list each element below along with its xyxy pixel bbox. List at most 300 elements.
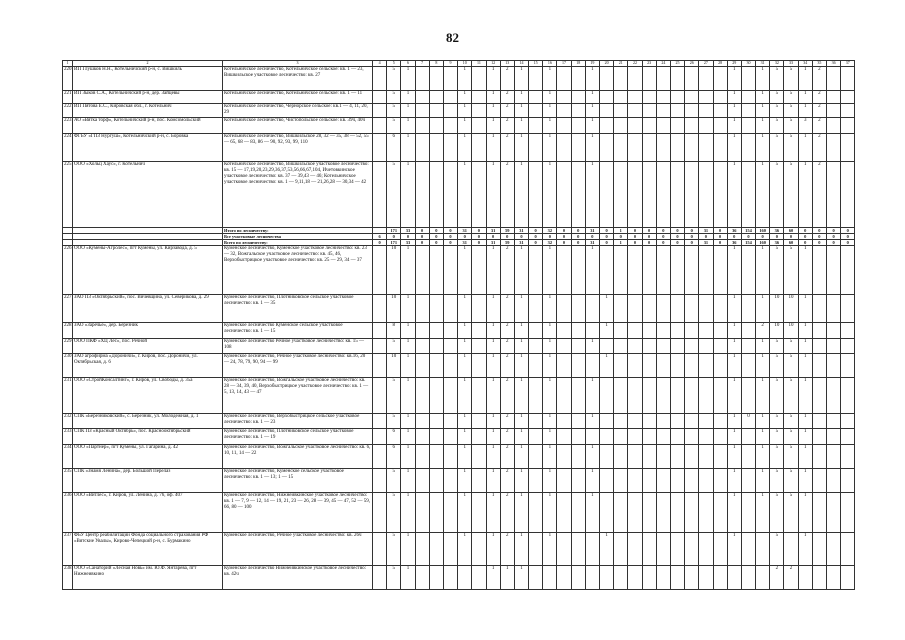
table-row xyxy=(63,493,855,533)
totals-value-cell: 0 xyxy=(827,234,841,240)
organization-cell: СПК ПЗ «Красный Октябрь», пос. Краснооктябрьский xyxy=(73,429,223,444)
totals-value-cell: 154 xyxy=(741,240,755,246)
totals-value-cell: 0 xyxy=(741,234,755,240)
column-header-cell: 2 xyxy=(73,61,223,67)
organization-cell: ИП Пятова Е.С., Кировская обл., г. Котельнич xyxy=(73,103,223,117)
value-cell xyxy=(628,354,642,378)
value-cell xyxy=(373,565,387,589)
value-cell xyxy=(472,532,486,565)
column-header-cell: 3 xyxy=(223,61,373,67)
value-cell: 2 xyxy=(500,338,514,353)
row-number-cell: 221 xyxy=(63,90,73,103)
value-cell: 1 xyxy=(756,294,770,323)
value-cell: 2 xyxy=(500,246,514,294)
value-cell: 1 xyxy=(458,532,472,565)
page-number: 82 xyxy=(446,30,459,45)
value-cell xyxy=(429,413,443,428)
value-cell xyxy=(699,103,713,117)
value-cell: 1 xyxy=(600,532,614,565)
value-cell xyxy=(429,444,443,468)
totals-value-cell: 0 xyxy=(798,234,812,240)
value-cell xyxy=(812,532,826,565)
value-cell xyxy=(741,468,755,492)
value-cell xyxy=(670,323,684,338)
totals-value-cell: 0 xyxy=(557,234,571,240)
value-cell: 1 xyxy=(486,90,500,103)
table-row xyxy=(63,294,855,323)
value-cell: 2 xyxy=(500,354,514,378)
value-cell xyxy=(670,565,684,589)
value-cell xyxy=(685,565,699,589)
totals-value-cell: 0 xyxy=(415,240,429,246)
value-cell: 2 xyxy=(812,162,826,228)
value-cell xyxy=(628,493,642,533)
value-cell xyxy=(415,378,429,413)
value-cell xyxy=(812,378,826,413)
totals-value-cell: 0 xyxy=(713,228,727,234)
value-cell xyxy=(557,162,571,228)
totals-value-cell: 0 xyxy=(387,234,401,240)
value-cell xyxy=(443,103,457,117)
value-cell xyxy=(713,323,727,338)
location-cell: Кумёнское лесничество, Плотниковское сельское участковое лесничество: кв. 1 — 19 xyxy=(223,429,373,444)
value-cell xyxy=(685,246,699,294)
value-cell: 10 xyxy=(784,294,798,323)
totals-value-cell: 1 xyxy=(614,228,628,234)
value-cell: 2 xyxy=(500,294,514,323)
value-cell: 1 xyxy=(458,413,472,428)
value-cell xyxy=(841,354,855,378)
value-cell xyxy=(585,323,599,338)
value-cell xyxy=(827,118,841,133)
organization-cell: ООО «Санаторий «Лесная Новь» им. Ю.Ф. Янтарева, пгт Нижнеивкино xyxy=(73,565,223,589)
totals-value-cell: 0 xyxy=(727,234,741,240)
value-cell: 5 xyxy=(770,66,784,90)
value-cell xyxy=(841,532,855,565)
value-cell xyxy=(373,246,387,294)
value-cell: 5 xyxy=(784,162,798,228)
value-cell xyxy=(415,468,429,492)
value-cell xyxy=(741,338,755,353)
value-cell: 1 xyxy=(458,66,472,90)
value-cell: 1 xyxy=(798,444,812,468)
value-cell: 1 xyxy=(756,444,770,468)
value-cell xyxy=(429,103,443,117)
column-header-cell: 24 xyxy=(656,61,670,67)
value-cell xyxy=(415,444,429,468)
value-cell: 1 xyxy=(600,323,614,338)
value-cell xyxy=(557,323,571,338)
value-cell xyxy=(656,90,670,103)
value-cell xyxy=(472,468,486,492)
totals-value-cell: 0 xyxy=(713,234,727,240)
value-cell xyxy=(472,246,486,294)
totals-value-cell: 0 xyxy=(415,234,429,240)
value-cell: 8 xyxy=(387,323,401,338)
value-cell xyxy=(841,493,855,533)
value-cell: 1 xyxy=(798,162,812,228)
value-cell xyxy=(812,468,826,492)
value-cell: 5 xyxy=(770,162,784,228)
totals-value-cell: 0 xyxy=(628,234,642,240)
value-cell: 1 xyxy=(600,294,614,323)
value-cell xyxy=(571,565,585,589)
value-cell: 1 xyxy=(543,493,557,533)
totals-value-cell: 0 xyxy=(472,228,486,234)
totals-value-cell: 160 xyxy=(756,228,770,234)
value-cell xyxy=(670,90,684,103)
value-cell xyxy=(699,90,713,103)
value-cell xyxy=(600,378,614,413)
value-cell xyxy=(614,66,628,90)
value-cell xyxy=(699,338,713,353)
totals-value-cell: 0 xyxy=(500,234,514,240)
value-cell xyxy=(373,66,387,90)
value-cell: 1 xyxy=(727,133,741,162)
value-cell xyxy=(571,133,585,162)
column-header-cell: 32 xyxy=(770,61,784,67)
value-cell: 1 xyxy=(798,413,812,428)
totals-value-cell: 0 xyxy=(812,234,826,240)
value-cell xyxy=(571,338,585,353)
value-cell xyxy=(628,103,642,117)
value-cell xyxy=(827,323,841,338)
row-number-cell: 228 xyxy=(63,323,73,338)
value-cell: 5 xyxy=(387,378,401,413)
value-cell: 10 xyxy=(784,323,798,338)
location-cell: Кумёнское лесничество Кумёнское сельское участковое лесничество: кв. 1 — 15 xyxy=(223,323,373,338)
value-cell xyxy=(741,532,755,565)
value-cell xyxy=(699,413,713,428)
value-cell: 5 xyxy=(784,468,798,492)
value-cell: 1 xyxy=(401,246,415,294)
value-cell: 5 xyxy=(770,378,784,413)
value-cell xyxy=(656,565,670,589)
totals-value-cell: 60 xyxy=(784,228,798,234)
value-cell xyxy=(529,378,543,413)
value-cell: 10 xyxy=(770,323,784,338)
value-cell xyxy=(642,133,656,162)
totals-value-cell: 0 xyxy=(600,240,614,246)
value-cell xyxy=(642,493,656,533)
totals-value-cell: 31 xyxy=(585,228,599,234)
totals-value-cell: 31 xyxy=(458,228,472,234)
value-cell xyxy=(472,413,486,428)
value-cell: 1 xyxy=(543,133,557,162)
value-cell xyxy=(585,565,599,589)
totals-value-cell: 0 xyxy=(529,234,543,240)
row-number-cell: 229 xyxy=(63,338,73,353)
column-header-cell: 27 xyxy=(699,61,713,67)
value-cell: 1 xyxy=(514,444,528,468)
value-cell xyxy=(557,133,571,162)
value-cell: 1 xyxy=(514,378,528,413)
value-cell: 1 xyxy=(486,413,500,428)
value-cell xyxy=(642,118,656,133)
location-cell: Котельничское лесничество, Котельничское сельское: кв. 1 — 23, Вишкильское участковое лесничество: кв. 27 xyxy=(223,66,373,90)
value-cell: 2 xyxy=(500,532,514,565)
column-header-cell: 28 xyxy=(713,61,727,67)
totals-value-cell: 0 xyxy=(571,240,585,246)
value-cell xyxy=(812,338,826,353)
value-cell: 2 xyxy=(500,468,514,492)
value-cell: 5 xyxy=(770,354,784,378)
totals-value-cell: 36 xyxy=(770,240,784,246)
value-cell xyxy=(685,90,699,103)
value-cell xyxy=(373,103,387,117)
value-cell xyxy=(614,294,628,323)
value-cell: 1 xyxy=(514,413,528,428)
value-cell xyxy=(656,118,670,133)
value-cell xyxy=(571,246,585,294)
value-cell: 1 xyxy=(401,338,415,353)
value-cell xyxy=(827,246,841,294)
column-header-cell: 33 xyxy=(784,61,798,67)
value-cell xyxy=(529,162,543,228)
value-cell: 1 xyxy=(514,565,528,589)
totals-value-cell: 0 xyxy=(713,240,727,246)
value-cell xyxy=(699,493,713,533)
value-cell: 2 xyxy=(500,493,514,533)
table-row xyxy=(63,133,855,162)
value-cell xyxy=(415,246,429,294)
value-cell xyxy=(699,118,713,133)
value-cell xyxy=(827,532,841,565)
value-cell: 1 xyxy=(727,118,741,133)
value-cell: 5 xyxy=(387,532,401,565)
value-cell xyxy=(670,532,684,565)
value-cell xyxy=(571,413,585,428)
value-cell xyxy=(656,444,670,468)
value-cell xyxy=(841,294,855,323)
table-row xyxy=(63,118,855,133)
value-cell xyxy=(614,413,628,428)
register-table xyxy=(62,60,855,590)
value-cell xyxy=(841,413,855,428)
value-cell: 1 xyxy=(798,103,812,117)
value-cell: 10 xyxy=(387,246,401,294)
row-number-cell: 223 xyxy=(63,118,73,133)
value-cell xyxy=(713,103,727,117)
value-cell xyxy=(429,354,443,378)
organization-cell: СПК «Березниковский», с. Березник, ул. Молодежная, д. 1 xyxy=(73,413,223,428)
value-cell xyxy=(812,294,826,323)
value-cell: 1 xyxy=(458,103,472,117)
value-cell: 1 xyxy=(514,66,528,90)
value-cell xyxy=(827,444,841,468)
value-cell: 1 xyxy=(514,90,528,103)
value-cell xyxy=(699,323,713,338)
value-cell xyxy=(713,294,727,323)
value-cell xyxy=(529,429,543,444)
value-cell xyxy=(670,468,684,492)
totals-value-cell: 1 xyxy=(614,240,628,246)
location-cell: Котельничское лесничество, Вишкильское участковое лесничество: кв. 15 — 17,19,20,23,29,36,37,53,56,66,67,104, Ичетовкинское участковое лесничество: кв. 37 — 39,43 — 46; Котельничское участковое лесничество: кв. 1 — 9,11,18 — 21,26,28 — 30,34 — 42 xyxy=(223,162,373,228)
value-cell xyxy=(642,565,656,589)
value-cell: 1 xyxy=(585,338,599,353)
value-cell xyxy=(642,378,656,413)
value-cell xyxy=(571,429,585,444)
value-cell xyxy=(756,532,770,565)
totals-value-cell: 0 xyxy=(472,240,486,246)
value-cell xyxy=(472,493,486,533)
value-cell xyxy=(429,118,443,133)
value-cell xyxy=(812,429,826,444)
value-cell xyxy=(529,90,543,103)
column-header-cell: 8 xyxy=(429,61,443,67)
totals-value-cell: 171 xyxy=(387,228,401,234)
value-cell: 1 xyxy=(727,378,741,413)
value-cell: 1 xyxy=(401,66,415,90)
value-cell: 5 xyxy=(770,90,784,103)
value-cell xyxy=(656,246,670,294)
value-cell: 1 xyxy=(543,338,557,353)
table-row xyxy=(63,66,855,90)
value-cell: 1 xyxy=(486,133,500,162)
value-cell xyxy=(713,338,727,353)
totals-value-cell: 0 xyxy=(656,228,670,234)
location-cell: Кумёнское лесничество, Речное участковое лесничество: кв. 26ч xyxy=(223,532,373,565)
value-cell xyxy=(614,493,628,533)
value-cell xyxy=(628,246,642,294)
value-cell xyxy=(529,532,543,565)
organization-cell: ООО «Партнер», пгт Кумёны, ул. Гагарина, д. 42 xyxy=(73,444,223,468)
value-cell xyxy=(628,444,642,468)
table-row xyxy=(63,246,855,294)
value-cell xyxy=(557,66,571,90)
value-cell: 1 xyxy=(543,66,557,90)
value-cell xyxy=(614,444,628,468)
value-cell xyxy=(557,413,571,428)
value-cell xyxy=(373,118,387,133)
value-cell: 1 xyxy=(543,103,557,117)
value-cell: 1 xyxy=(486,66,500,90)
totals-value-cell: 31 xyxy=(514,228,528,234)
row-number-cell: 231 xyxy=(63,378,73,413)
value-cell xyxy=(529,323,543,338)
value-cell xyxy=(600,468,614,492)
value-cell: 1 xyxy=(486,565,500,589)
value-cell xyxy=(571,294,585,323)
value-cell xyxy=(741,444,755,468)
organization-cell: ЗАО агрофирма «Дороничи», г. Киров, пос. Дороничи, ул. Октябрьская, д. 6 xyxy=(73,354,223,378)
column-header-cell: 23 xyxy=(642,61,656,67)
value-cell xyxy=(670,118,684,133)
totals-value-cell: 0 xyxy=(600,234,614,240)
value-cell: 5 xyxy=(784,66,798,90)
location-cell: Кумёнское лесничество, Речное участковое лесничество: кв.16, 20 — 24, 78, 79, 90, 94 — 99 xyxy=(223,354,373,378)
column-header-cell: 14 xyxy=(514,61,528,67)
value-cell xyxy=(827,133,841,162)
value-cell xyxy=(670,493,684,533)
value-cell: 1 xyxy=(798,378,812,413)
value-cell: 1 xyxy=(486,103,500,117)
value-cell: 5 xyxy=(770,468,784,492)
value-cell xyxy=(628,338,642,353)
value-cell xyxy=(614,133,628,162)
value-cell: 1 xyxy=(486,429,500,444)
value-cell: 1 xyxy=(727,103,741,117)
totals-value-cell: 6 xyxy=(373,234,387,240)
value-cell xyxy=(614,103,628,117)
value-cell: 1 xyxy=(486,323,500,338)
value-cell xyxy=(443,246,457,294)
value-cell: 1 xyxy=(401,378,415,413)
organization-cell: ООО «Хольц Хаус», г. Котельнич xyxy=(73,162,223,228)
column-header-cell: 11 xyxy=(472,61,486,67)
value-cell: 5 xyxy=(387,413,401,428)
value-cell: 1 xyxy=(756,133,770,162)
value-cell xyxy=(529,444,543,468)
value-cell xyxy=(415,294,429,323)
value-cell xyxy=(656,378,670,413)
value-cell xyxy=(529,246,543,294)
value-cell xyxy=(670,354,684,378)
totals-value-cell: 0 xyxy=(685,234,699,240)
totals-value-cell: 0 xyxy=(756,234,770,240)
organization-cell: ИП Глушков Н.Н., Котельничский р-н, с. Вишкиль xyxy=(73,66,223,90)
value-cell xyxy=(841,162,855,228)
value-cell: 2 xyxy=(500,90,514,103)
value-cell xyxy=(670,429,684,444)
table-row xyxy=(63,429,855,444)
value-cell xyxy=(429,565,443,589)
value-cell: 1 xyxy=(727,468,741,492)
value-cell xyxy=(713,413,727,428)
value-cell: 5 xyxy=(770,444,784,468)
value-cell: 1 xyxy=(401,133,415,162)
table-row xyxy=(63,378,855,413)
value-cell xyxy=(741,90,755,103)
row-number-cell: 225 xyxy=(63,162,73,228)
value-cell xyxy=(600,66,614,90)
value-cell xyxy=(600,103,614,117)
value-cell: 1 xyxy=(756,354,770,378)
value-cell: 1 xyxy=(798,133,812,162)
location-cell: Кумёнское лесничество, Кумёнское сельское участковое лесничество: кв. 1 — 13; 1 — 15 xyxy=(223,468,373,492)
value-cell xyxy=(812,565,826,589)
value-cell xyxy=(756,565,770,589)
value-cell: 1 xyxy=(798,338,812,353)
value-cell: 1 xyxy=(585,90,599,103)
table-row xyxy=(63,468,855,492)
value-cell: 1 xyxy=(514,338,528,353)
value-cell: 1 xyxy=(798,429,812,444)
totals-value-cell: 0 xyxy=(812,228,826,234)
totals-value-cell: 160 xyxy=(756,240,770,246)
value-cell xyxy=(685,133,699,162)
value-cell xyxy=(472,429,486,444)
value-cell: 1 xyxy=(585,493,599,533)
totals-value-cell: 0 xyxy=(472,234,486,240)
value-cell xyxy=(841,118,855,133)
value-cell: 1 xyxy=(514,246,528,294)
value-cell xyxy=(614,90,628,103)
value-cell xyxy=(614,246,628,294)
value-cell xyxy=(685,378,699,413)
row-number-cell: 238 xyxy=(63,565,73,589)
totals-value-cell: 31 xyxy=(699,228,713,234)
value-cell xyxy=(373,323,387,338)
value-cell xyxy=(841,103,855,117)
value-cell xyxy=(685,66,699,90)
value-cell xyxy=(529,413,543,428)
value-cell xyxy=(642,66,656,90)
value-cell xyxy=(429,246,443,294)
value-cell xyxy=(600,493,614,533)
totals-value-cell: 0 xyxy=(529,228,543,234)
value-cell xyxy=(415,133,429,162)
